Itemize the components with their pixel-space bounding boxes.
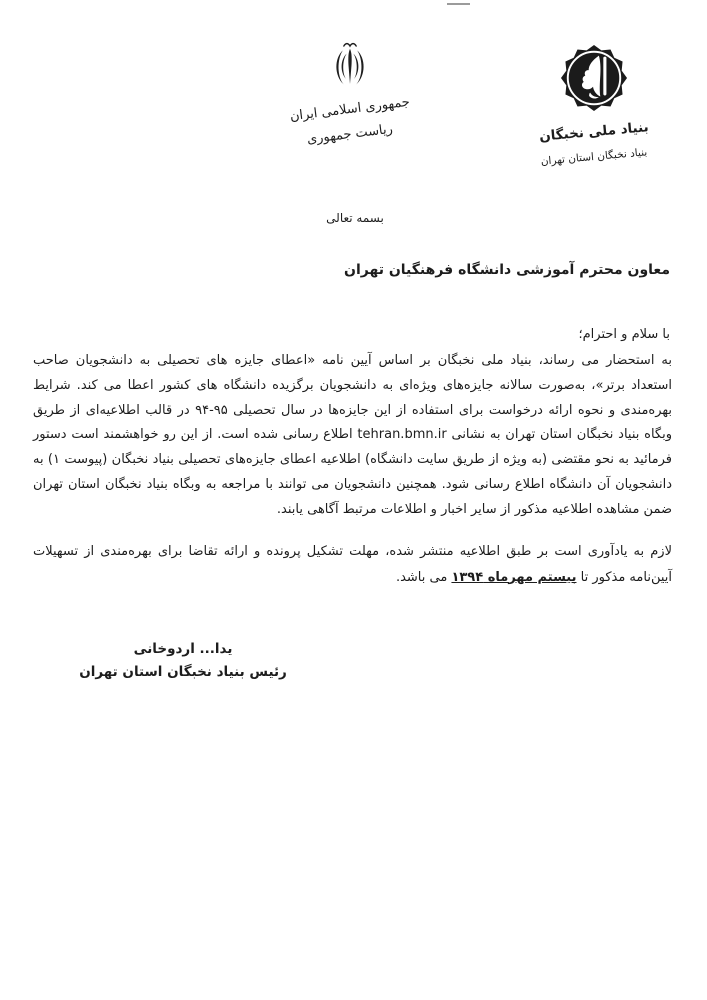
recipient-title: معاون محترم آموزشی دانشگاه فرهنگیان تهران — [344, 262, 670, 278]
gov-calligraphy-line-2: ریاست جمهوری — [306, 121, 394, 148]
signatory-name: یدا... اردوخانی — [133, 641, 233, 657]
scan-artifact-dash — [447, 3, 470, 5]
elites-foundation-seal-icon — [560, 97, 628, 116]
body-line: استعداد برتر»، به‌صورت سالانه جایزه‌های ویژه‌ای به دانشجویان برگزیده دانشگاه های کشور اعطا می کند. شرایط — [33, 377, 672, 393]
body-line: لازم به یادآوری است بر طبق اطلاعیه منتشر شده، مهلت تشکیل پرونده و ارائه تقاضا برای بهره‌مندی از تسهیلات — [33, 544, 672, 559]
deadline-sentence-end: می باشد. — [395, 569, 452, 585]
body-line — [33, 565, 672, 591]
body-line: وبگاه بنیاد نخبگان استان تهران به نشانی tehran.bmn.ir اطلاع رسانی شده است. از این رو خواهشمند است دستور — [33, 427, 673, 443]
letter-body-paragraph-1 — [33, 349, 672, 523]
salutation-text: با سلام و احترام؛ — [578, 327, 670, 342]
government-header-block — [277, 40, 423, 148]
signatory-title: رئیس بنیاد نخبگان استان تهران — [79, 664, 287, 680]
body-line: بهره‌مندی و نحوه ارائه درخواست برای استفاده از این جایزه‌ها در سال تحصیلی ۹۵-۹۴ در قالب اطلاعیه‌ای از طریق — [33, 402, 672, 418]
foundation-calligraphy-line-1: بنیاد ملی نخبگان — [538, 119, 650, 145]
besmellah-text: بسمه تعالی — [326, 211, 384, 225]
iran-emblem-icon — [331, 77, 369, 96]
body-line: به استحضار می رساند، بنیاد ملی نخبگان بر اساس آیین نامه «اعطای جایزه های تحصیلی به دانشجویان صاحب — [33, 353, 672, 368]
body-line: دانشجویان آن دانشگاه اطلاع رسانی شود. همچنین دانشجویان می توانند با مراجعه به وبگاه بنیاد نخبگان استان تهران — [33, 476, 672, 492]
body-line: فرمائید به نحو مقتضی (به ویژه از طریق سایت دانشگاه) اطلاعیه اعطای جایزه‌های تحصیلی بنیاد نخبگان (پیوست ۱) به — [33, 452, 672, 468]
body-line: ضمن مشاهده اطلاعیه مذکور از سایر اخبار و اطلاعات مرتبط آگاهی یابند. — [276, 501, 672, 517]
foundation-calligraphy-line-2: بنیاد نخبگان استان تهران — [540, 145, 648, 168]
gov-calligraphy-line-1: جمهوری اسلامی ایران — [289, 94, 411, 125]
signature-block — [70, 638, 296, 684]
letter-body-paragraph-2 — [33, 539, 672, 590]
deadline-sentence-start: آیین‌نامه مذکور تا — [576, 569, 672, 585]
deadline-date: بیستم مهرماه ۱۳۹۴ — [451, 569, 577, 585]
foundation-header-block — [515, 44, 673, 168]
